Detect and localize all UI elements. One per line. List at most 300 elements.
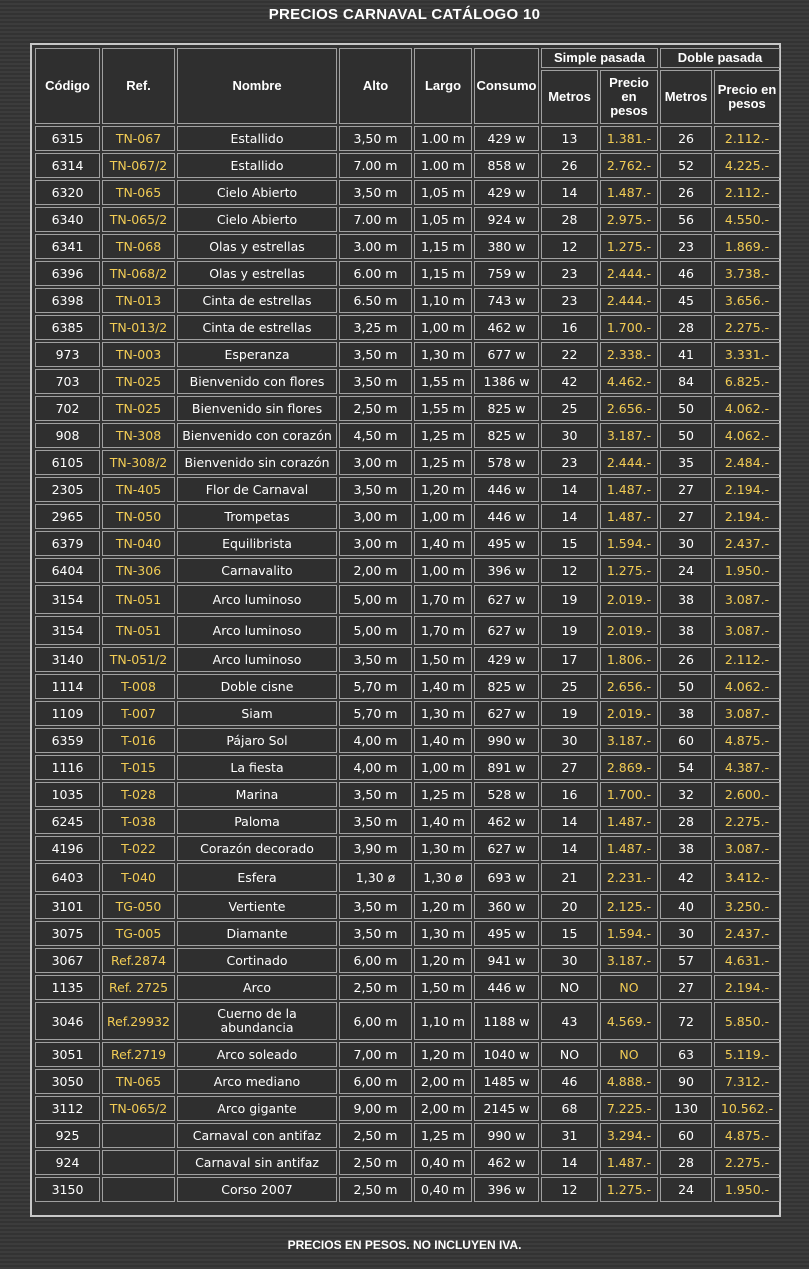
- cell-precio-simple: 7.225.-: [600, 1096, 658, 1121]
- cell-nombre: Estallido: [177, 153, 337, 178]
- cell-codigo: 3154: [35, 585, 100, 614]
- cell-largo: 1,30 ø: [414, 863, 472, 892]
- cell-precio-simple: 2.869.-: [600, 755, 658, 780]
- cell-ref: TN-003: [102, 342, 175, 367]
- table-row: [35, 1042, 780, 1067]
- table-row: [35, 180, 780, 205]
- cell-ref: TN-051: [102, 585, 175, 614]
- cell-nombre: Carnaval con antifaz: [177, 1123, 337, 1148]
- cell-precio-simple: 3.187.-: [600, 948, 658, 973]
- cell-consumo: 825 w: [474, 423, 539, 448]
- cell-alto: 3,00 m: [339, 450, 412, 475]
- cell-consumo: 446 w: [474, 504, 539, 529]
- cell-codigo: 6105: [35, 450, 100, 475]
- cell-precio-doble: 4.225.-: [714, 153, 780, 178]
- cell-metros-simple: 20: [541, 894, 598, 919]
- cell-alto: 2,50 m: [339, 1177, 412, 1202]
- cell-nombre: Pájaro Sol: [177, 728, 337, 753]
- cell-ref: TN-068: [102, 234, 175, 259]
- cell-largo: 1,25 m: [414, 450, 472, 475]
- cell-largo: 1,15 m: [414, 261, 472, 286]
- cell-codigo: 6314: [35, 153, 100, 178]
- table-row: [35, 1123, 780, 1148]
- cell-precio-doble: 4.062.-: [714, 423, 780, 448]
- cell-largo: 1,10 m: [414, 288, 472, 313]
- cell-nombre: Esperanza: [177, 342, 337, 367]
- cell-codigo: 6340: [35, 207, 100, 232]
- cell-metros-doble: 46: [660, 261, 712, 286]
- cell-consumo: 446 w: [474, 477, 539, 502]
- cell-consumo: 396 w: [474, 558, 539, 583]
- table-row: [35, 450, 780, 475]
- cell-ref: Ref.29932: [102, 1002, 175, 1040]
- cell-precio-doble: 1.950.-: [714, 558, 780, 583]
- cell-ref: T-008: [102, 674, 175, 699]
- cell-alto: 7,00 m: [339, 1042, 412, 1067]
- cell-metros-doble: 50: [660, 423, 712, 448]
- cell-largo: 0,40 m: [414, 1150, 472, 1175]
- table-row: [35, 477, 780, 502]
- cell-precio-simple: 2.975.-: [600, 207, 658, 232]
- cell-ref: TN-051/2: [102, 647, 175, 672]
- cell-precio-doble: 2.112.-: [714, 126, 780, 151]
- cell-consumo: 825 w: [474, 674, 539, 699]
- cell-largo: 1,25 m: [414, 423, 472, 448]
- cell-nombre: Bienvenido sin corazón: [177, 450, 337, 475]
- cell-codigo: 6315: [35, 126, 100, 151]
- cell-precio-doble: 3.656.-: [714, 288, 780, 313]
- cell-nombre: Esfera: [177, 863, 337, 892]
- cell-codigo: 3050: [35, 1069, 100, 1094]
- cell-precio-simple: 1.487.-: [600, 180, 658, 205]
- table-row: [35, 616, 780, 645]
- cell-consumo: 429 w: [474, 647, 539, 672]
- cell-ref: TN-025: [102, 396, 175, 421]
- cell-nombre: Cinta de estrellas: [177, 315, 337, 340]
- cell-metros-simple: 14: [541, 1150, 598, 1175]
- cell-metros-doble: 24: [660, 558, 712, 583]
- cell-metros-doble: 28: [660, 1150, 712, 1175]
- cell-consumo: 743 w: [474, 288, 539, 313]
- cell-precio-simple: 2.444.-: [600, 261, 658, 286]
- cell-metros-doble: 50: [660, 396, 712, 421]
- cell-alto: 6.00 m: [339, 261, 412, 286]
- header-metros-doble: Metros: [660, 70, 712, 124]
- cell-codigo: 703: [35, 369, 100, 394]
- table-row: [35, 504, 780, 529]
- table-row: [35, 558, 780, 583]
- cell-precio-simple: 1.487.-: [600, 1150, 658, 1175]
- cell-ref: TN-068/2: [102, 261, 175, 286]
- cell-metros-simple: 17: [541, 647, 598, 672]
- cell-consumo: 380 w: [474, 234, 539, 259]
- cell-largo: 1,00 m: [414, 315, 472, 340]
- cell-largo: 1,30 m: [414, 701, 472, 726]
- cell-alto: 2,50 m: [339, 396, 412, 421]
- cell-nombre: Siam: [177, 701, 337, 726]
- cell-alto: 3,50 m: [339, 126, 412, 151]
- cell-largo: 1.00 m: [414, 153, 472, 178]
- cell-ref: T-028: [102, 782, 175, 807]
- cell-consumo: 990 w: [474, 728, 539, 753]
- cell-precio-doble: 2.484.-: [714, 450, 780, 475]
- cell-largo: 1,10 m: [414, 1002, 472, 1040]
- header-precio-simple: Precio en pesos: [600, 70, 658, 124]
- cell-alto: 3,50 m: [339, 647, 412, 672]
- cell-precio-doble: 4.875.-: [714, 1123, 780, 1148]
- cell-metros-simple: 30: [541, 423, 598, 448]
- header-largo: Largo: [414, 48, 472, 124]
- cell-alto: 9,00 m: [339, 1096, 412, 1121]
- cell-precio-doble: 3.250.-: [714, 894, 780, 919]
- cell-codigo: 6359: [35, 728, 100, 753]
- cell-precio-simple: 1.806.-: [600, 647, 658, 672]
- cell-codigo: 1135: [35, 975, 100, 1000]
- table-row: [35, 153, 780, 178]
- cell-largo: 1,50 m: [414, 647, 472, 672]
- cell-precio-doble: 1.950.-: [714, 1177, 780, 1202]
- cell-precio-doble: 3.087.-: [714, 585, 780, 614]
- cell-nombre: Bienvenido sin flores: [177, 396, 337, 421]
- cell-metros-simple: 25: [541, 396, 598, 421]
- cell-ref: TN-308: [102, 423, 175, 448]
- cell-precio-simple: 1.700.-: [600, 782, 658, 807]
- cell-consumo: 858 w: [474, 153, 539, 178]
- cell-nombre: Arco gigante: [177, 1096, 337, 1121]
- cell-consumo: 429 w: [474, 126, 539, 151]
- cell-alto: 3.00 m: [339, 234, 412, 259]
- cell-ref: T-007: [102, 701, 175, 726]
- cell-codigo: 925: [35, 1123, 100, 1148]
- cell-nombre: Bienvenido con flores: [177, 369, 337, 394]
- cell-metros-simple: 23: [541, 450, 598, 475]
- cell-consumo: 1040 w: [474, 1042, 539, 1067]
- cell-metros-simple: 15: [541, 531, 598, 556]
- cell-nombre: Estallido: [177, 126, 337, 151]
- cell-nombre: Olas y estrellas: [177, 261, 337, 286]
- header-ref: Ref.: [102, 48, 175, 124]
- cell-metros-simple: NO: [541, 1042, 598, 1067]
- cell-metros-simple: 68: [541, 1096, 598, 1121]
- cell-precio-simple: 2.444.-: [600, 450, 658, 475]
- cell-consumo: 446 w: [474, 975, 539, 1000]
- cell-metros-simple: 14: [541, 504, 598, 529]
- cell-ref: TN-405: [102, 477, 175, 502]
- cell-metros-doble: 56: [660, 207, 712, 232]
- cell-metros-doble: 130: [660, 1096, 712, 1121]
- cell-metros-simple: 21: [541, 863, 598, 892]
- cell-codigo: 3067: [35, 948, 100, 973]
- cell-ref: TN-065: [102, 1069, 175, 1094]
- cell-precio-doble: 2.275.-: [714, 809, 780, 834]
- cell-largo: 1,15 m: [414, 234, 472, 259]
- cell-ref: Ref.2874: [102, 948, 175, 973]
- cell-consumo: 941 w: [474, 948, 539, 973]
- cell-metros-doble: 60: [660, 1123, 712, 1148]
- cell-consumo: 693 w: [474, 863, 539, 892]
- cell-nombre: Arco soleado: [177, 1042, 337, 1067]
- cell-codigo: 2305: [35, 477, 100, 502]
- cell-consumo: 462 w: [474, 1150, 539, 1175]
- cell-metros-simple: 25: [541, 674, 598, 699]
- cell-precio-doble: 2.275.-: [714, 1150, 780, 1175]
- cell-metros-simple: 16: [541, 782, 598, 807]
- table-row: [35, 701, 780, 726]
- cell-precio-doble: 2.194.-: [714, 504, 780, 529]
- cell-precio-simple: 1.487.-: [600, 477, 658, 502]
- cell-precio-doble: 4.062.-: [714, 674, 780, 699]
- cell-precio-doble: 3.087.-: [714, 616, 780, 645]
- cell-codigo: 973: [35, 342, 100, 367]
- cell-precio-simple: 1.275.-: [600, 234, 658, 259]
- cell-metros-doble: 26: [660, 126, 712, 151]
- price-table: [33, 46, 782, 1204]
- header-metros-simple: Metros: [541, 70, 598, 124]
- cell-alto: 3,50 m: [339, 369, 412, 394]
- cell-codigo: 6398: [35, 288, 100, 313]
- cell-ref: TG-005: [102, 921, 175, 946]
- cell-precio-doble: 5.850.-: [714, 1002, 780, 1040]
- cell-alto: 7.00 m: [339, 207, 412, 232]
- table-row: [35, 261, 780, 286]
- cell-metros-simple: 19: [541, 585, 598, 614]
- cell-codigo: 908: [35, 423, 100, 448]
- cell-precio-simple: 2.762.-: [600, 153, 658, 178]
- cell-nombre: Cinta de estrellas: [177, 288, 337, 313]
- cell-nombre: Carnaval sin antifaz: [177, 1150, 337, 1175]
- cell-precio-simple: 4.888.-: [600, 1069, 658, 1094]
- cell-alto: 3,50 m: [339, 809, 412, 834]
- cell-nombre: Olas y estrellas: [177, 234, 337, 259]
- cell-precio-doble: 4.631.-: [714, 948, 780, 973]
- cell-precio-doble: 6.825.-: [714, 369, 780, 394]
- cell-largo: 1,50 m: [414, 975, 472, 1000]
- cell-codigo: 6403: [35, 863, 100, 892]
- cell-largo: 1.00 m: [414, 126, 472, 151]
- cell-metros-simple: 13: [541, 126, 598, 151]
- cell-metros-simple: 14: [541, 477, 598, 502]
- cell-metros-doble: 45: [660, 288, 712, 313]
- cell-precio-doble: 4.387.-: [714, 755, 780, 780]
- table-row: [35, 1002, 780, 1040]
- cell-precio-simple: 2.338.-: [600, 342, 658, 367]
- cell-metros-simple: 19: [541, 616, 598, 645]
- cell-metros-simple: 22: [541, 342, 598, 367]
- cell-nombre: Bienvenido con corazón: [177, 423, 337, 448]
- cell-largo: 1,00 m: [414, 755, 472, 780]
- cell-precio-doble: 2.112.-: [714, 647, 780, 672]
- cell-codigo: 6385: [35, 315, 100, 340]
- cell-consumo: 462 w: [474, 315, 539, 340]
- cell-largo: 1,40 m: [414, 531, 472, 556]
- cell-ref: [102, 1177, 175, 1202]
- cell-largo: 1,55 m: [414, 369, 472, 394]
- table-row: [35, 369, 780, 394]
- footer-note: PRECIOS EN PESOS. NO INCLUYEN IVA.: [287, 1238, 522, 1252]
- cell-codigo: 6245: [35, 809, 100, 834]
- cell-metros-doble: 63: [660, 1042, 712, 1067]
- table-row: [35, 1150, 780, 1175]
- table-row: [35, 809, 780, 834]
- cell-precio-doble: 7.312.-: [714, 1069, 780, 1094]
- cell-largo: 1,70 m: [414, 616, 472, 645]
- cell-ref: TN-067/2: [102, 153, 175, 178]
- cell-codigo: 6341: [35, 234, 100, 259]
- cell-precio-simple: 1.381.-: [600, 126, 658, 151]
- cell-ref: Ref.2719: [102, 1042, 175, 1067]
- cell-codigo: 6404: [35, 558, 100, 583]
- cell-nombre: Arco luminoso: [177, 647, 337, 672]
- cell-metros-doble: 27: [660, 975, 712, 1000]
- cell-ref: TN-040: [102, 531, 175, 556]
- cell-metros-simple: 27: [541, 755, 598, 780]
- cell-ref: Ref. 2725: [102, 975, 175, 1000]
- cell-metros-simple: 42: [541, 369, 598, 394]
- cell-alto: 5,70 m: [339, 674, 412, 699]
- cell-precio-simple: 3.187.-: [600, 423, 658, 448]
- cell-precio-simple: 4.462.-: [600, 369, 658, 394]
- cell-precio-simple: 2.125.-: [600, 894, 658, 919]
- table-row: [35, 863, 780, 892]
- cell-alto: 3,50 m: [339, 342, 412, 367]
- cell-consumo: 429 w: [474, 180, 539, 205]
- cell-precio-simple: NO: [600, 1042, 658, 1067]
- cell-precio-doble: 2.437.-: [714, 531, 780, 556]
- cell-consumo: 528 w: [474, 782, 539, 807]
- cell-alto: 6,00 m: [339, 1069, 412, 1094]
- cell-largo: 1,30 m: [414, 921, 472, 946]
- cell-alto: 4,00 m: [339, 755, 412, 780]
- cell-codigo: 2965: [35, 504, 100, 529]
- cell-ref: TN-065/2: [102, 207, 175, 232]
- table-row: [35, 647, 780, 672]
- cell-metros-doble: 72: [660, 1002, 712, 1040]
- cell-metros-simple: 14: [541, 836, 598, 861]
- table-row: [35, 423, 780, 448]
- cell-largo: 1,40 m: [414, 674, 472, 699]
- page-title: PRECIOS CARNAVAL CATÁLOGO 10: [268, 6, 541, 23]
- cell-precio-simple: 3.187.-: [600, 728, 658, 753]
- cell-consumo: 495 w: [474, 921, 539, 946]
- cell-nombre: Paloma: [177, 809, 337, 834]
- cell-alto: 5,00 m: [339, 616, 412, 645]
- table-row: [35, 1069, 780, 1094]
- cell-consumo: 1386 w: [474, 369, 539, 394]
- table-row: [35, 288, 780, 313]
- cell-precio-simple: 2.444.-: [600, 288, 658, 313]
- cell-metros-doble: 38: [660, 616, 712, 645]
- cell-nombre: Cortinado: [177, 948, 337, 973]
- cell-largo: 1,40 m: [414, 809, 472, 834]
- cell-metros-doble: 40: [660, 894, 712, 919]
- cell-alto: 5,00 m: [339, 585, 412, 614]
- cell-precio-simple: 1.594.-: [600, 531, 658, 556]
- cell-consumo: 495 w: [474, 531, 539, 556]
- cell-nombre: Arco mediano: [177, 1069, 337, 1094]
- cell-metros-doble: 30: [660, 531, 712, 556]
- cell-ref: T-015: [102, 755, 175, 780]
- cell-codigo: 924: [35, 1150, 100, 1175]
- cell-metros-simple: 46: [541, 1069, 598, 1094]
- cell-precio-doble: 2.600.-: [714, 782, 780, 807]
- cell-largo: 1,70 m: [414, 585, 472, 614]
- table-row: [35, 585, 780, 614]
- cell-metros-simple: 26: [541, 153, 598, 178]
- cell-ref: TN-013/2: [102, 315, 175, 340]
- cell-precio-doble: 4.550.-: [714, 207, 780, 232]
- table-row: [35, 315, 780, 340]
- table-row: [35, 342, 780, 367]
- cell-metros-doble: 35: [660, 450, 712, 475]
- cell-ref: T-022: [102, 836, 175, 861]
- cell-largo: 1,30 m: [414, 342, 472, 367]
- cell-precio-simple: 3.294.-: [600, 1123, 658, 1148]
- cell-nombre: Corso 2007: [177, 1177, 337, 1202]
- cell-codigo: 3075: [35, 921, 100, 946]
- cell-metros-simple: 30: [541, 948, 598, 973]
- cell-metros-simple: 23: [541, 261, 598, 286]
- cell-precio-doble: 3.738.-: [714, 261, 780, 286]
- cell-consumo: 396 w: [474, 1177, 539, 1202]
- table-row: [35, 1096, 780, 1121]
- cell-consumo: 990 w: [474, 1123, 539, 1148]
- header-consumo: Consumo: [474, 48, 539, 124]
- cell-metros-doble: 26: [660, 647, 712, 672]
- table-row: [35, 1177, 780, 1202]
- cell-codigo: 3140: [35, 647, 100, 672]
- cell-alto: 3,50 m: [339, 782, 412, 807]
- cell-alto: 3,50 m: [339, 921, 412, 946]
- cell-ref: TN-050: [102, 504, 175, 529]
- cell-ref: [102, 1150, 175, 1175]
- table-row: [35, 207, 780, 232]
- cell-precio-simple: 2.656.-: [600, 674, 658, 699]
- cell-precio-doble: 2.112.-: [714, 180, 780, 205]
- cell-consumo: 1485 w: [474, 1069, 539, 1094]
- cell-precio-doble: 1.869.-: [714, 234, 780, 259]
- cell-largo: 1,20 m: [414, 894, 472, 919]
- cell-precio-simple: 4.569.-: [600, 1002, 658, 1040]
- cell-ref: TN-308/2: [102, 450, 175, 475]
- cell-metros-doble: 54: [660, 755, 712, 780]
- cell-precio-doble: 10.562.-: [714, 1096, 780, 1121]
- cell-consumo: 924 w: [474, 207, 539, 232]
- cell-ref: TN-051: [102, 616, 175, 645]
- cell-precio-simple: 1.487.-: [600, 504, 658, 529]
- cell-precio-doble: 2.437.-: [714, 921, 780, 946]
- cell-codigo: 1109: [35, 701, 100, 726]
- cell-metros-doble: 90: [660, 1069, 712, 1094]
- cell-largo: 1,40 m: [414, 728, 472, 753]
- cell-metros-doble: 50: [660, 674, 712, 699]
- cell-precio-simple: 1.275.-: [600, 558, 658, 583]
- cell-largo: 1,20 m: [414, 1042, 472, 1067]
- cell-alto: 6,00 m: [339, 1002, 412, 1040]
- cell-precio-doble: 5.119.-: [714, 1042, 780, 1067]
- cell-precio-doble: 2.194.-: [714, 477, 780, 502]
- cell-precio-simple: 2.231.-: [600, 863, 658, 892]
- cell-codigo: 3051: [35, 1042, 100, 1067]
- cell-codigo: 6320: [35, 180, 100, 205]
- cell-metros-doble: 24: [660, 1177, 712, 1202]
- cell-nombre: Marina: [177, 782, 337, 807]
- cell-metros-doble: 41: [660, 342, 712, 367]
- cell-precio-simple: 1.700.-: [600, 315, 658, 340]
- header-simple-pasada: Simple pasada: [541, 48, 658, 68]
- cell-codigo: 3154: [35, 616, 100, 645]
- cell-codigo: 3046: [35, 1002, 100, 1040]
- cell-consumo: 627 w: [474, 616, 539, 645]
